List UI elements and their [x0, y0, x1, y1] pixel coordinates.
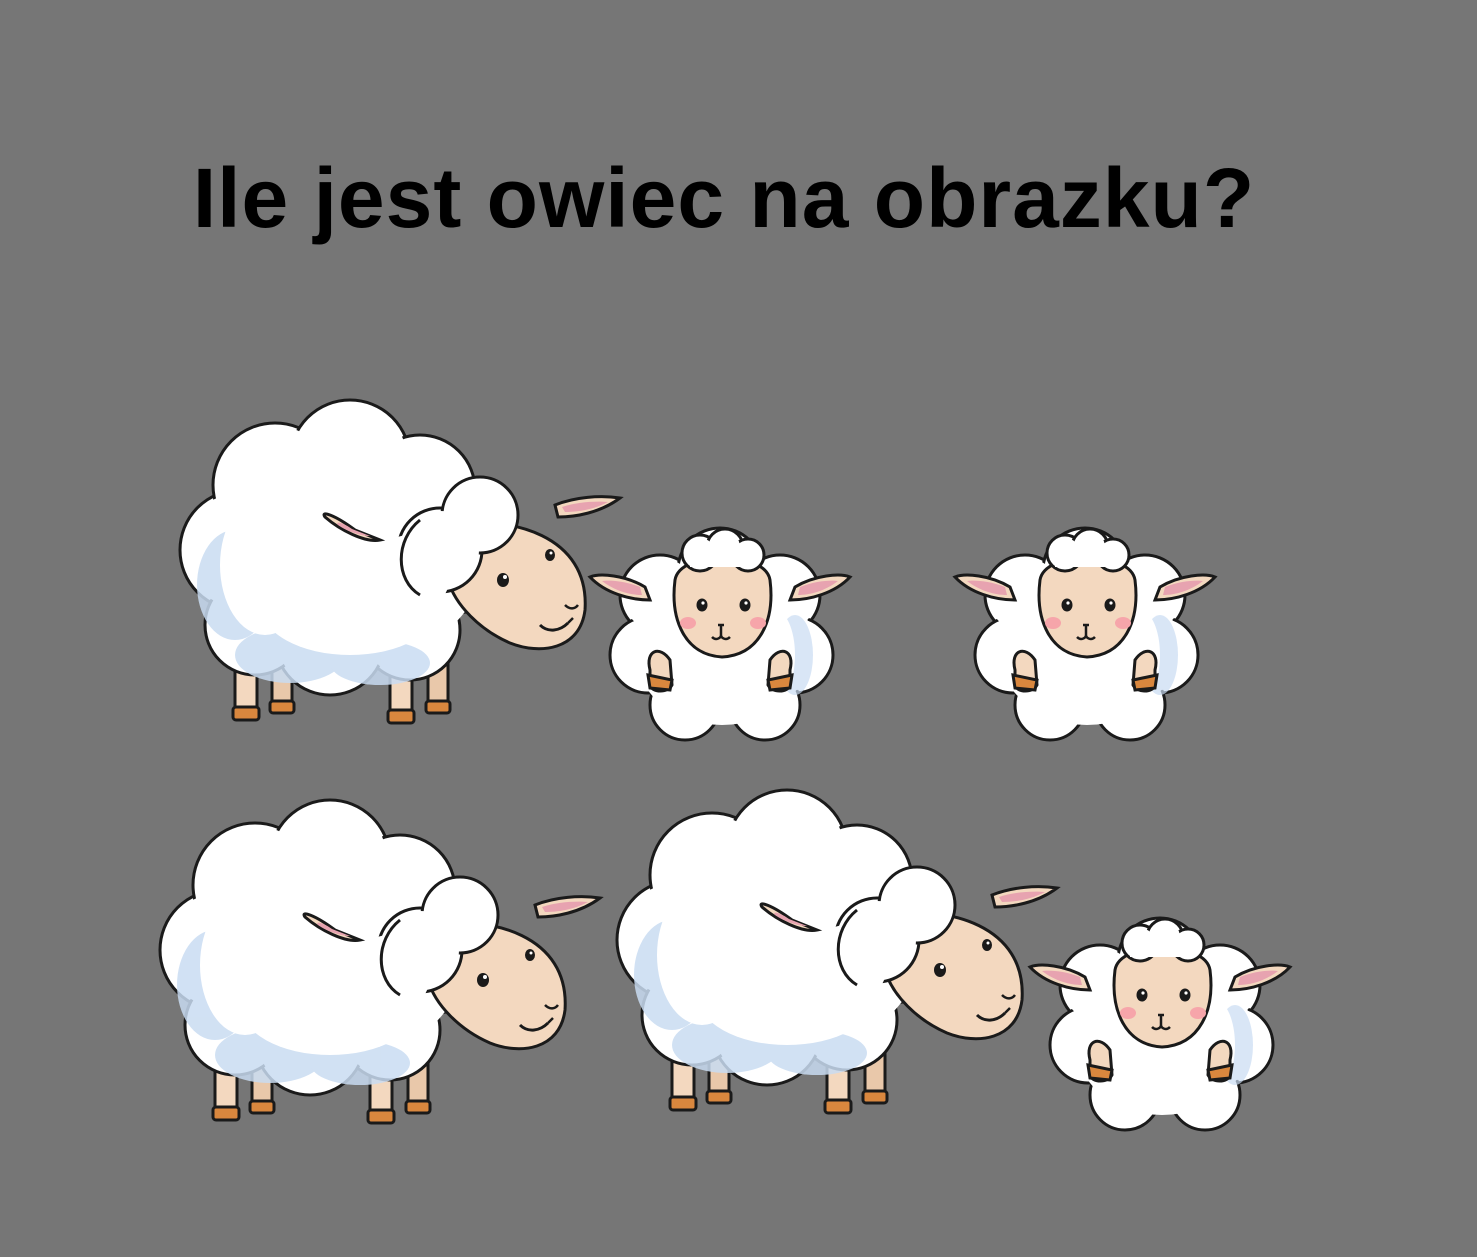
adult-sheep-3 — [617, 790, 1057, 1113]
lamb-3 — [1030, 918, 1290, 1130]
question-heading: Ile jest owiec na obrazku? — [192, 151, 1256, 245]
lamb-2 — [955, 528, 1215, 740]
lamb-1 — [590, 528, 850, 740]
adult-sheep-2 — [160, 800, 600, 1123]
adult-sheep-1 — [180, 400, 620, 723]
